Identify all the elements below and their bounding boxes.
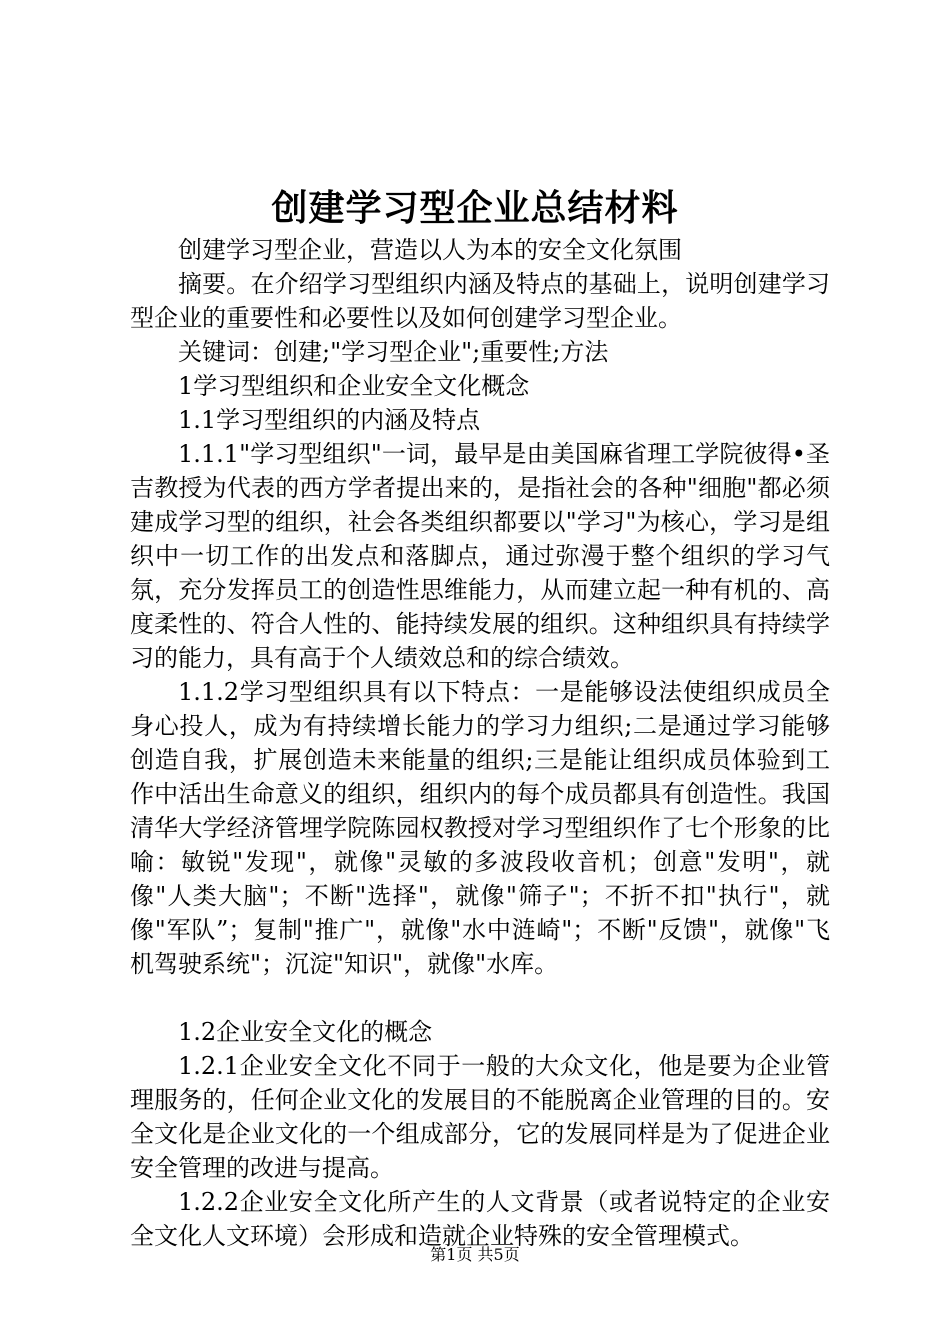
paragraph-1-2-1: 1.2.1企业安全文化不同于一般的大众文化，他是要为企业管理服务的，任何企业文化的发展目的不能脱离企业管理的目的。安全文化是企业文化的一个组成部分，它的发展同样是为了促进企业安全管理的改进与提高。	[130, 1052, 830, 1182]
paragraph-1-2-2: 1.2.2企业安全文化所产生的人文背景（或者说特定的企业安全文化人文环境）会形成和造就企业特殊的安全管理模式。	[130, 1188, 830, 1250]
subtitle-paragraph: 创建学习型企业，营造以人为本的安全文化氛围	[178, 236, 682, 264]
section-heading-1: 1学习型组织和企业安全文化概念	[178, 372, 530, 400]
paragraph-1-1-2: 1.1.2学习型组织具有以下特点：一是能够设法使组织成员全身心投人，成为有持续增长能力的学习力组织;二是通过学习能够创造自我，扩展创造未来能量的组织;三是能让组织成员体验到工作中活出生命意义的组织，组织内的每个成员都具有创造性。我国清华大学经济管埋学院陈园权教授对学习型组织作了七个形象的比喻：敏锐"发现"，就像"灵敏的多波段收音机；创意"发明"，就像"人类大脑"；不断"选择"，就像"筛子"；不折不扣"执行"，就像"军队”；复制"推广"，就像"水中涟崎"；不断"反馈"，就像"飞机驾驶系统"；沉淀"知识"，就像"水库。	[130, 678, 830, 978]
section-heading-1-1: 1.1学习型组织的内涵及特点	[178, 406, 481, 434]
section-heading-1-2: 1.2企业安全文化的概念	[178, 1018, 433, 1046]
page-footer: 第1页 共5页	[430, 1245, 520, 1264]
abstract-paragraph: 摘要。在介绍学习型组织内涵及特点的基础上，说明创建学习型企业的重要性和必要性以及如何创建学习型企业。	[130, 270, 830, 332]
keywords-paragraph: 关键词：创建;"学习型企业";重要性;方法	[178, 338, 609, 366]
paragraph-1-1-1: 1.1.1"学习型组织"一词，最早是由美国麻省理工学院彼得•圣吉教授为代表的西方学者提出来的，是指社会的各种"细胞"都必须建成学习型的组织，社会各类组织都要以"学习"为核心，学习是组织中一切工作的出发点和落脚点，通过弥漫于整个组织的学习气氛，充分发挥员工的创造性思维能力，从而建立起一种有机的、高度柔性的、符合人性的、能持续发展的组织。这种组织具有持续学习的能力，具有高于个人绩效总和的综合绩效。	[130, 440, 830, 672]
document-body	[130, 233, 830, 1253]
document-title: 创建学习型企业总结材料	[271, 187, 679, 229]
